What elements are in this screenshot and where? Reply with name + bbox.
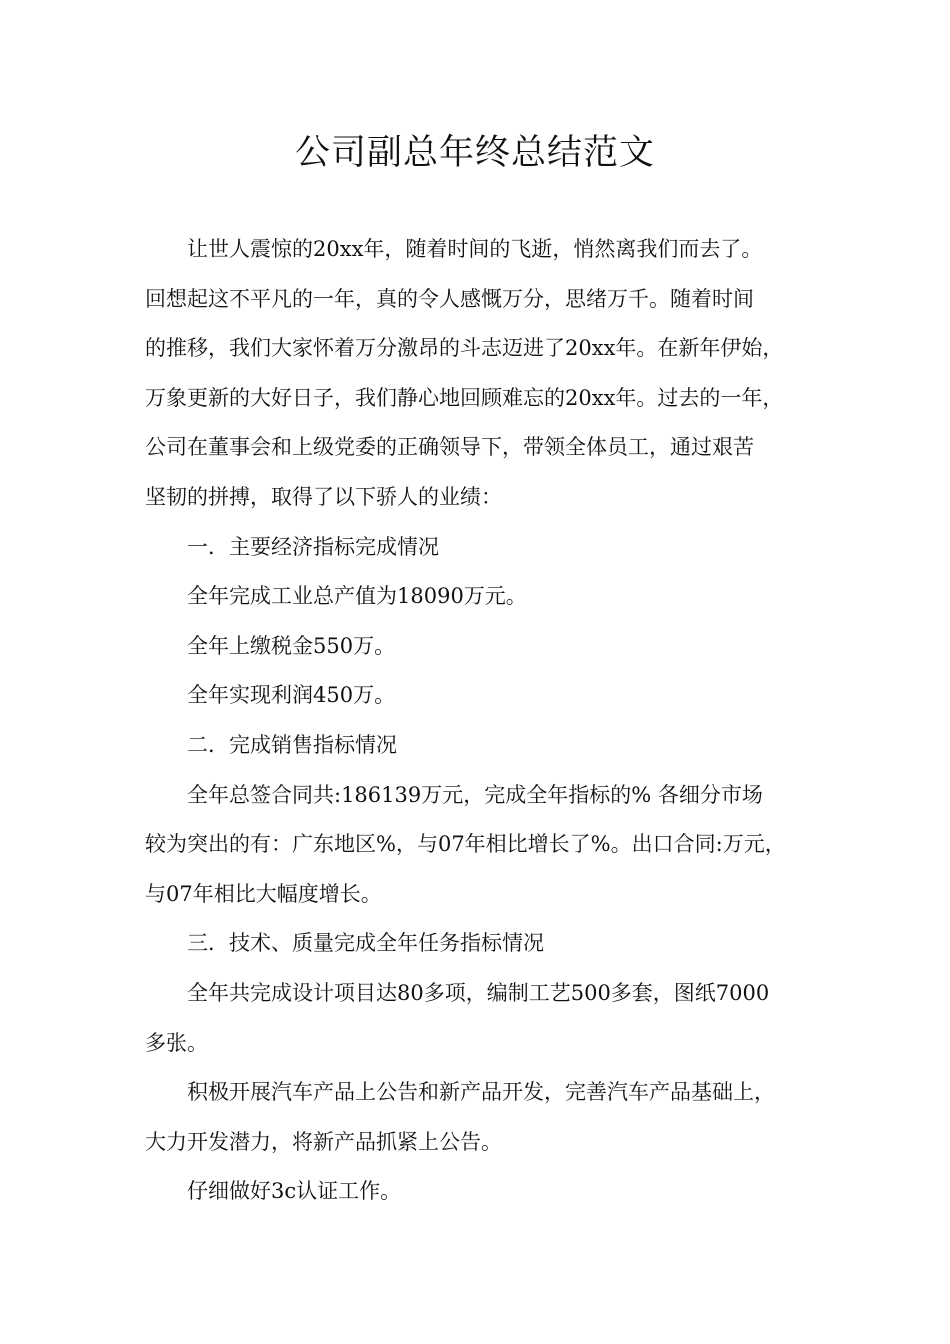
section-heading-2: 二．完成销售指标情况: [187, 732, 397, 757]
line-1: 让世人震惊的20xx年，随着时间的飞逝，悄然离我们而去了。: [187, 237, 763, 261]
line-14: 与07年相比大幅度增长。: [145, 881, 382, 906]
line-19: 大力开发潜力，将新产品抓紧上公告。: [145, 1129, 502, 1154]
line-17: 多张。: [145, 1030, 208, 1055]
line-8: 全年完成工业总产值为18090万元。: [187, 584, 527, 609]
line-6: 坚韧的拼搏，取得了以下骄人的业绩：: [145, 484, 502, 509]
line-16: 全年共完成设计项目达80多项，编制工艺500多套，图纸7000: [187, 980, 770, 1005]
line-18: 积极开展汽车产品上公告和新产品开发，完善汽车产品基础上，: [187, 1080, 775, 1105]
line-10: 全年实现利润450万。: [187, 683, 396, 708]
document-body: [145, 225, 815, 1217]
document-title: 公司副总年终总结范文: [294, 133, 655, 173]
section-heading-1: 一．主要经济指标完成情况: [187, 534, 439, 559]
line-20: 仔细做好3c认证工作。: [187, 1179, 402, 1204]
line-12: 全年总签合同共:186139万元，完成全年指标的% 各细分市场: [187, 782, 763, 807]
line-3: 的推移，我们大家怀着万分激昂的斗志迈进了20xx年。在新年伊始，: [145, 336, 784, 361]
line-9: 全年上缴税金550万。: [187, 633, 396, 658]
section-heading-3: 三．技术、质量完成全年任务指标情况: [187, 931, 544, 956]
line-13: 较为突出的有：广东地区%，与07年相比增长了%。出口合同:万元，: [145, 832, 786, 857]
line-5: 公司在董事会和上级党委的正确领导下，带领全体员工，通过艰苦: [145, 435, 754, 460]
line-4: 万象更新的大好日子，我们静心地回顾难忘的20xx年。过去的一年，: [145, 385, 784, 410]
line-2: 回想起这不平凡的一年，真的令人感慨万分，思绪万千。随着时间: [145, 286, 754, 311]
